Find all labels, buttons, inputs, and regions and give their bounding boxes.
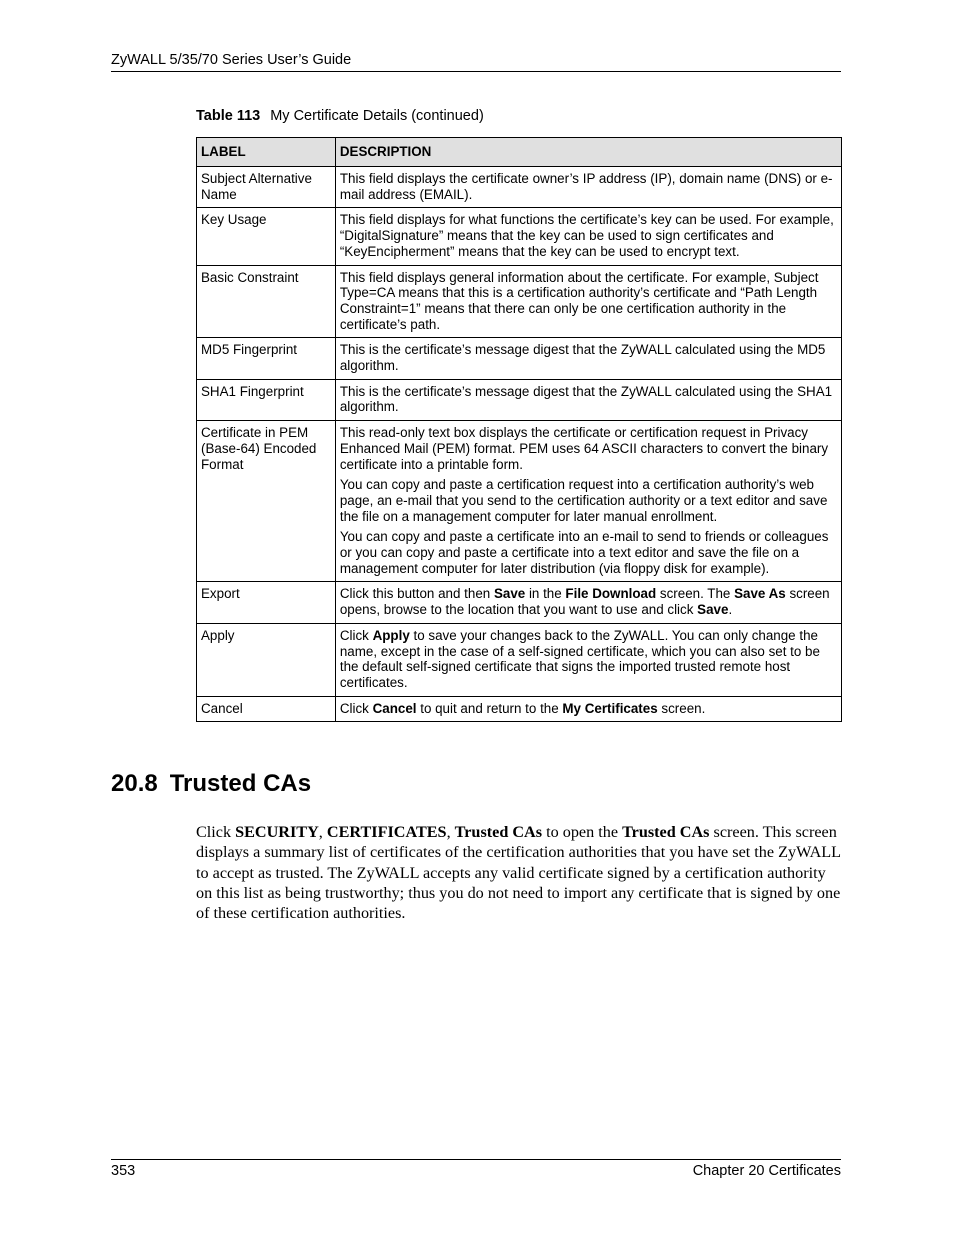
row-label: Export: [197, 582, 336, 623]
row-label: Basic Constraint: [197, 265, 336, 338]
bold-term: Trusted CAs: [454, 823, 543, 841]
text-run: to save your changes back to the ZyWALL. You can only change the name, except in the case of a self-signed certificate, which you can also set to be the default self-signed certificate that signs the imported trusted remote host certificates.: [339, 627, 820, 690]
text-run: Click: [339, 627, 373, 643]
bold-term: SECURITY: [235, 823, 319, 841]
description-paragraph: [340, 212, 837, 259]
table-header-row: [197, 138, 842, 167]
row-description: [335, 696, 841, 722]
table-row: [197, 208, 842, 265]
description-paragraph: [340, 586, 837, 617]
row-description: [335, 167, 841, 208]
row-description: [335, 623, 841, 696]
text-run: This field displays for what functions the certificate’s key can be used. For example, “DigitalSignature” means that the key can be used to sign certificates and “KeyEncipherment” means that the key can be used to encrypt text.: [339, 212, 834, 259]
text-run: Click: [339, 700, 373, 716]
section-number: 20.8: [111, 770, 158, 797]
row-description: [335, 379, 841, 420]
column-header-description: DESCRIPTION: [335, 138, 841, 167]
row-label: Subject Alternative Name: [197, 167, 336, 208]
table-body: [197, 167, 842, 722]
text-run: This field displays general information about the certificate. For example, Subject Type=CA means that this is a certification authority’s certificate and “Path Length Constraint=1” means that there can only be one certification authority in the certificate’s path.: [339, 269, 819, 332]
section-title: Trusted CAs: [169, 770, 312, 797]
guide-title: ZyWALL 5/35/70 Series User’s Guide: [111, 52, 352, 68]
row-label: MD5 Fingerprint: [197, 338, 336, 379]
description-paragraph: [340, 342, 837, 373]
row-description: [335, 265, 841, 338]
section-heading: [111, 770, 311, 798]
row-label: Certificate in PEM (Base-64) Encoded Format: [197, 421, 336, 582]
page-header: [111, 52, 841, 72]
chapter-title: Chapter 20 Certificates: [692, 1163, 841, 1179]
text-run: in the: [525, 586, 566, 602]
bold-term: CERTIFICATES: [326, 823, 447, 841]
bold-term: Trusted CAs: [622, 823, 710, 841]
bold-term: Save: [493, 586, 526, 602]
text-run: ,: [446, 823, 455, 841]
row-description: [335, 582, 841, 623]
row-label: Key Usage: [197, 208, 336, 265]
table-row: [197, 265, 842, 338]
page-footer: [111, 1159, 841, 1179]
page-number: 353: [111, 1163, 136, 1179]
bold-term: Cancel: [372, 700, 417, 716]
table-row: [197, 696, 842, 722]
section-body-paragraph: [196, 822, 842, 923]
text-run: You can copy and paste a certification request into a certification authority’s web page, an e-mail that you send to the certification authority or a text editor and save the file on a management computer for later manual enrollment.: [339, 477, 828, 524]
column-header-label: LABEL: [197, 138, 336, 167]
bold-term: My Certificates: [562, 700, 658, 716]
table-row: [197, 379, 842, 420]
table-row: [197, 623, 842, 696]
row-description: [335, 208, 841, 265]
bold-term: File Download: [565, 586, 657, 602]
text-run: Click this button and then: [339, 586, 494, 602]
text-run: to open the: [542, 823, 623, 841]
description-paragraph: [340, 628, 837, 691]
description-paragraph: [340, 171, 837, 202]
text-run: .: [728, 602, 733, 618]
description-paragraph: [340, 701, 837, 717]
certificate-details-table: [196, 137, 842, 722]
text-run: screen opens, browse to the location that you want to use and click: [339, 586, 830, 618]
text-run: screen.: [657, 700, 706, 716]
row-description: [335, 338, 841, 379]
text-run: This is the certificate’s message digest that the ZyWALL calculated using the SHA1 algorithm.: [339, 383, 833, 415]
description-paragraph: [340, 529, 837, 576]
text-run: screen. The: [656, 586, 735, 602]
text-run: This field displays the certificate owner’s IP address (IP), domain name (DNS) or e-mail address (EMAIL).: [339, 171, 833, 202]
text-run: You can copy and paste a certificate into an e-mail to send to friends or colleagues or you can copy and paste a certificate into a text editor and save the file on a management computer for later distribution (via floppy disk for example).: [339, 529, 829, 576]
table-number: Table 113: [196, 108, 261, 124]
table-row: [197, 421, 842, 582]
text-run: This read-only text box displays the certificate or certification request in Privacy Enhanced Mail (PEM) format. PEM uses 64 ASCII characters to convert the binary certificate into a printable form.: [339, 425, 829, 472]
table-row: [197, 582, 842, 623]
description-paragraph: [340, 270, 837, 333]
row-label: Apply: [197, 623, 336, 696]
text-run: to quit and return to the: [416, 700, 563, 716]
bold-term: Apply: [372, 627, 410, 643]
text-run: Click: [196, 823, 236, 841]
description-paragraph: [340, 384, 837, 415]
text-run: screen. This screen displays a summary list of certificates of the certification authorities that you have set the ZyWALL to accept as trusted. The ZyWALL accepts any valid certificate signed by a certification authority on this list as being trustworthy; thus you do not need to import any certificate that is signed by one of these certification authorities.: [196, 823, 841, 923]
text-run: This is the certificate’s message digest that the ZyWALL calculated using the MD5 algorithm.: [339, 342, 826, 374]
bold-term: Save As: [734, 586, 786, 602]
description-paragraph: [340, 477, 837, 524]
bold-term: Save: [697, 602, 729, 618]
row-description: [335, 421, 841, 582]
row-label: SHA1 Fingerprint: [197, 379, 336, 420]
description-paragraph: [340, 425, 837, 472]
row-label: Cancel: [197, 696, 336, 722]
table-title: My Certificate Details (continued): [270, 108, 484, 124]
table-row: [197, 167, 842, 208]
table-row: [197, 338, 842, 379]
table-caption: [196, 108, 484, 124]
text-run: ,: [318, 823, 327, 841]
